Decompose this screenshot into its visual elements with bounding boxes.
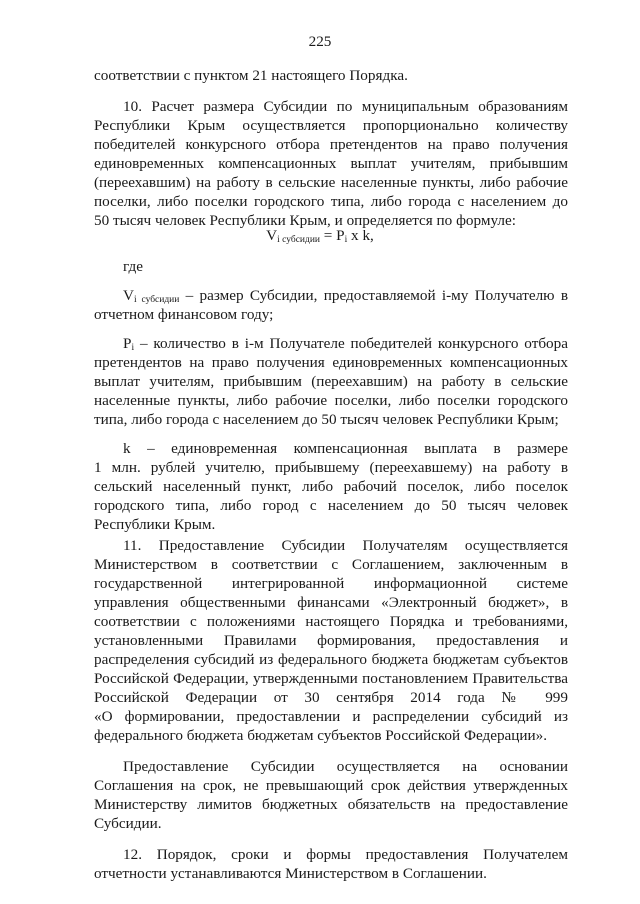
page-number: 225 bbox=[308, 33, 332, 50]
provision-line: Соглашения на срок, не превышающий срок действия утвержденных bbox=[94, 777, 568, 794]
def-v-text: – размер Субсидии, предоставляемой i-му Получателю в bbox=[179, 287, 568, 304]
def-p-line: населенные пункты, либо рабочие поселки, либо поселки городского bbox=[94, 392, 568, 409]
para12-line: отчетности устанавливаются Министерством в Соглашении. bbox=[94, 865, 487, 882]
para11-line: Российской Федерации, утвержденными постановлением Правительства bbox=[94, 670, 568, 687]
def-p-subscript: i bbox=[131, 343, 135, 353]
formula-tail: x k, bbox=[347, 227, 374, 244]
provision-line: Министерству лимитов бюджетных обязательств на предоставление bbox=[94, 796, 568, 813]
para11-line: «О формировании, предоставлении и распределении субсидий из bbox=[94, 708, 568, 725]
formula bbox=[0, 227, 640, 245]
para10-line: 50 тысяч человек Республики Крым, и определяется по формуле: bbox=[94, 212, 516, 229]
para10-line: Республики Крым осуществляется пропорционально количеству bbox=[94, 117, 568, 134]
def-p-line: типа, либо города с населением до 50 тысяч человек Республики Крым; bbox=[94, 411, 559, 428]
provision-line: Субсидии. bbox=[94, 815, 162, 832]
where-label: где bbox=[123, 258, 143, 275]
para10-line: единовременных компенсационных выплат учителям, прибывшим bbox=[94, 155, 568, 172]
para11-line: Российской Федерации от 30 сентября 2014 года № 999 bbox=[94, 689, 568, 706]
para11-line: 11. Предоставление Субсидии Получателям осуществляется bbox=[123, 537, 568, 554]
def-v-line bbox=[123, 287, 568, 305]
def-k-line: 1 млн. рублей учителю, прибывшему (переехавшему) на работу в bbox=[94, 459, 568, 476]
para11-line: управления общественными финансами «Электронный бюджет», в bbox=[94, 594, 568, 611]
def-p-line: претендентов на право получения единовременных компенсационных bbox=[94, 354, 568, 371]
formula-v-subscript: i субсидии bbox=[277, 235, 320, 245]
para10-line: (переехавшим) на работу в сельские населенные пункты, либо рабочие bbox=[94, 174, 568, 191]
def-k-line: сельский населенный пункт, либо рабочий поселок, либо поселок bbox=[94, 478, 568, 495]
continuation-line: соответствии с пунктом 21 настоящего Порядка. bbox=[94, 67, 408, 84]
def-v-line: отчетном финансовом году; bbox=[94, 306, 274, 323]
def-k-line: k – единовременная компенсационная выплата в размере bbox=[123, 440, 568, 457]
def-v-subscript: i субсидии bbox=[133, 295, 180, 305]
def-k-line: городского типа, либо город с населением до 50 тысяч человек bbox=[94, 497, 568, 514]
formula-eq: = P bbox=[320, 227, 345, 244]
para11-line: федерального бюджета бюджетам субъектов Российской Федерации». bbox=[94, 727, 548, 744]
para11-line: распределения субсидий из федерального бюджета бюджетам субъектов bbox=[94, 651, 568, 668]
para11-line: соответствии с положениями настоящего Порядка и требованиями, bbox=[94, 613, 568, 630]
def-p-text: – количество в i-м Получателе победителей конкурсного отбора bbox=[134, 335, 568, 352]
para10-line: поселки, либо поселки городского типа, либо города с населением до bbox=[94, 193, 568, 210]
para11-line: государственной интегрированной информационной системе bbox=[94, 575, 568, 592]
formula-v: V bbox=[266, 227, 278, 244]
para10-line: 10. Расчет размера Субсидии по муниципальным образованиям bbox=[123, 98, 568, 115]
formula-p-subscript: i bbox=[344, 235, 348, 245]
def-p-line bbox=[123, 335, 568, 353]
para10-line: победителей конкурсного отбора претендентов на право получения bbox=[94, 136, 568, 153]
para11-line: Министерством в соответствии с Соглашением, заключенным в bbox=[94, 556, 568, 573]
def-p-symbol: P bbox=[123, 335, 132, 352]
def-p-line: выплат учителям, прибывшим (переехавшим) на работу в сельские bbox=[94, 373, 568, 390]
para11-line: установленными Правилами формирования, предоставления и bbox=[94, 632, 568, 649]
def-v-symbol: V bbox=[123, 287, 134, 304]
def-k-line: Республики Крым. bbox=[94, 516, 216, 533]
para12-line: 12. Порядок, сроки и формы предоставления Получателем bbox=[123, 846, 568, 863]
provision-line: Предоставление Субсидии осуществляется на основании bbox=[123, 758, 568, 775]
